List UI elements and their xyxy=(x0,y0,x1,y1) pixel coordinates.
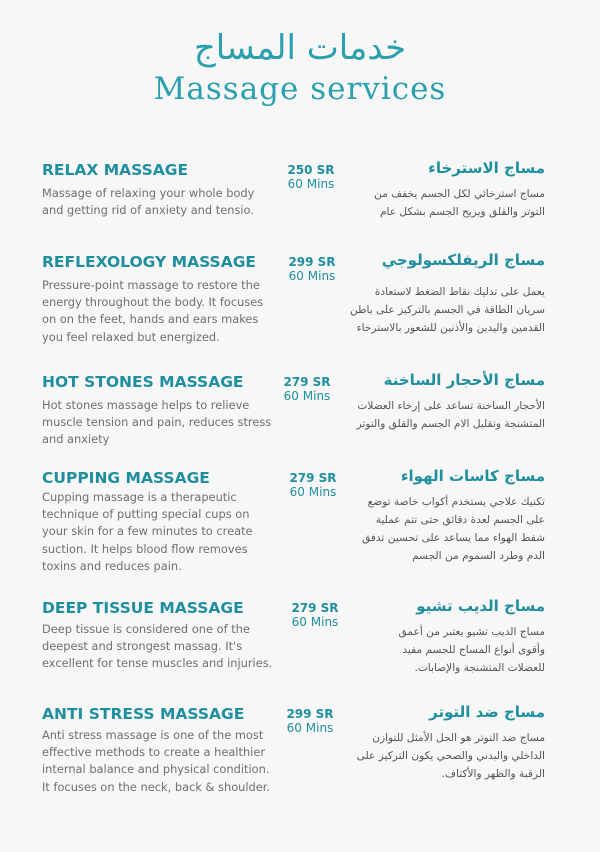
service-name-ar: مساج الاسترخاء xyxy=(428,159,545,177)
price-duration: 60 Mins xyxy=(283,389,331,403)
price-amount: 279 SR xyxy=(283,375,331,389)
service-price xyxy=(271,163,351,191)
price-duration: 60 Mins xyxy=(288,269,336,283)
page-title-english: Massage services xyxy=(153,71,447,107)
price-amount: 279 SR xyxy=(291,601,339,615)
page-header xyxy=(0,28,600,108)
service-name-en: CUPPING MASSAGE xyxy=(42,469,210,487)
price-duration: 60 Mins xyxy=(289,485,337,499)
service-description-en: Deep tissue is considered one of the deepest and strongest massag. It's excellent for tense muscles and injuries. xyxy=(42,622,273,671)
service-description-ar: مساج الديب تشيو يعتبر من أعمق وأقوى أنواع المساج للجسم مفيد للعضلات المتشنجة والإصابات. xyxy=(398,626,545,674)
service-name-ar: مساج الديب تشيو xyxy=(416,597,545,615)
service-name-ar: مساج كاسات الهواء xyxy=(400,467,545,485)
service-name-en: REFLEXOLOGY MASSAGE xyxy=(42,253,257,271)
service-description-en: Pressure-point massage to restore the energy throughout the body. It focuses on on the feet, hands and ears makes you feel relaxed but energized. xyxy=(42,278,264,344)
service-name-en: DEEP TISSUE MASSAGE xyxy=(42,599,244,617)
service-description-ar: تكنيك علاجي يستخدم أكواب خاصة توضع على الجسم لعدة دقائق حتى تتم عملية شفط الهواء مما يساعد على تحسين تدفق الدم وطرد السموم من الجسم xyxy=(361,496,545,562)
service-description-ar: يعمل على تدليك نقاط الضغط لاستعادة سريان الطاقة في الجسم بالتركيز على باطن القدمين واليدين والأذنين للشعور بالاسترخاء xyxy=(350,286,545,334)
service-description-ar: الأحجار الساخنة تساعد على إرخاء العضلات المتشنجة وتقليل الام الجسم والقلق والتوتر xyxy=(356,400,545,430)
service-price xyxy=(275,601,355,629)
service-description-ar: مساج ضد التوتر هو الحل الأمثل للتوازن الداخلي والبدني والصحي يكون التركيز على الرقبة والظهر والأكتاف. xyxy=(356,732,545,780)
service-name-en: HOT STONES MASSAGE xyxy=(42,373,244,391)
price-amount: 299 SR xyxy=(286,707,334,721)
price-duration: 60 Mins xyxy=(287,177,335,191)
price-amount: 299 SR xyxy=(288,255,336,269)
service-description-ar: مساج استرخائي لكل الجسم يخفف من التوتر والقلق ويريح الجسم بشكل عام xyxy=(374,188,545,218)
service-name-ar: مساج الأحجار الساخنة xyxy=(383,371,545,389)
service-price xyxy=(270,707,350,735)
price-amount: 279 SR xyxy=(289,471,337,485)
price-duration: 60 Mins xyxy=(286,721,334,735)
price-amount: 250 SR xyxy=(287,163,335,177)
service-description-en: Anti stress massage is one of the most effective methods to create a healthier internal balance and physical condition. It focuses on the neck, back & shoulder. xyxy=(42,728,271,794)
service-name-en: RELAX MASSAGE xyxy=(42,161,189,179)
service-name-ar: مساج ضد التوتر xyxy=(429,703,545,721)
service-price xyxy=(267,375,347,403)
price-duration: 60 Mins xyxy=(291,615,339,629)
service-description-en: Cupping massage is a therapeutic technique of putting special cups on your skin for a few minutes to create suction. It helps blood flow removes toxins and reduces pain. xyxy=(42,490,253,573)
service-name-en: ANTI STRESS MASSAGE xyxy=(42,705,245,723)
service-description-en: Hot stones massage helps to relieve muscle tension and pain, reduces stress and anxiety xyxy=(42,398,272,447)
service-description-en: Massage of relaxing your whole body and getting rid of anxiety and tensio. xyxy=(42,186,255,218)
service-price xyxy=(273,471,353,499)
service-price xyxy=(272,255,352,283)
service-name-ar: مساج الريفلكسولوجي xyxy=(381,251,545,269)
page-title-arabic: خدمات المساج xyxy=(193,28,407,68)
